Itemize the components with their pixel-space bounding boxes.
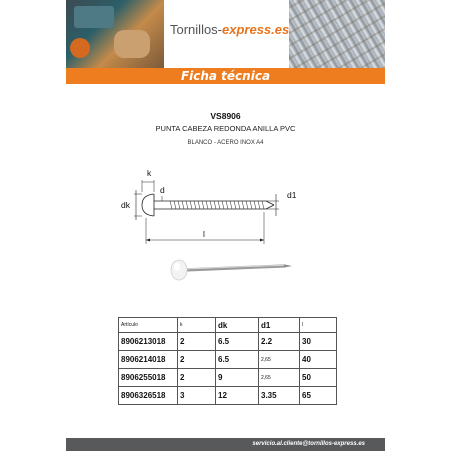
brand-prefix: Tornillos- [170,22,223,37]
band-title: Ficha técnica [180,69,271,83]
table-cell: 2.2 [259,333,300,351]
table-cell: 8906255018 [119,369,178,387]
table-header-row [119,318,337,333]
table-cell: 2 [178,351,216,369]
label-l: l [203,229,205,239]
table-cell: 3.35 [259,387,300,405]
label-dk: dk [121,200,130,210]
table-cell: 2 [178,333,216,351]
table-cell: 8906326518 [119,387,178,405]
table-cell: 8906213018 [119,333,178,351]
table-cell: 8906214018 [119,351,178,369]
product-material: BLANCO - ACERO INOX A4 [187,140,264,146]
table-cell: 50 [300,369,337,387]
table-cell: 6.5 [216,351,259,369]
table-cell: 30 [300,333,337,351]
table-cell: 2 [178,369,216,387]
screws-photo [289,0,385,68]
footer-bar [66,438,385,451]
table-row [119,333,337,351]
table-cell: 65 [300,387,337,405]
label-d: d [160,185,165,195]
table-cell: 12 [216,387,259,405]
table-cell: 6.5 [216,333,259,351]
nail-schematic [134,180,279,244]
specs-table [118,317,337,405]
brand-logo [170,22,289,37]
header-cell: dk [216,318,259,333]
nail-product-image [171,260,292,280]
header [66,0,385,68]
header-cell: k [178,318,216,333]
table-cell: 9 [216,369,259,387]
table-cell: 2,65 [259,369,300,387]
table-cell: 3 [178,387,216,405]
data-sheet-page [66,0,385,452]
support-email-link[interactable]: servicio.al.cliente@tornillos-express.es [252,441,365,447]
header-cell: Artículo [119,318,178,333]
label-d1: d1 [287,190,297,200]
header-cell: l [300,318,337,333]
brand-suffix: express.es [222,22,290,37]
technical-drawing [66,160,385,290]
table-row [119,387,337,405]
product-name: PUNTA CABEZA REDONDA ANILLA PVC [155,124,296,133]
table-row [119,369,337,387]
title-band [66,68,385,84]
product-code: VS8906 [210,111,241,121]
table-cell: 40 [300,351,337,369]
header-cell: d1 [259,318,300,333]
tools-photo [66,0,164,68]
label-k: k [147,168,152,178]
table-row [119,351,337,369]
table-cell: 2,65 [259,351,300,369]
